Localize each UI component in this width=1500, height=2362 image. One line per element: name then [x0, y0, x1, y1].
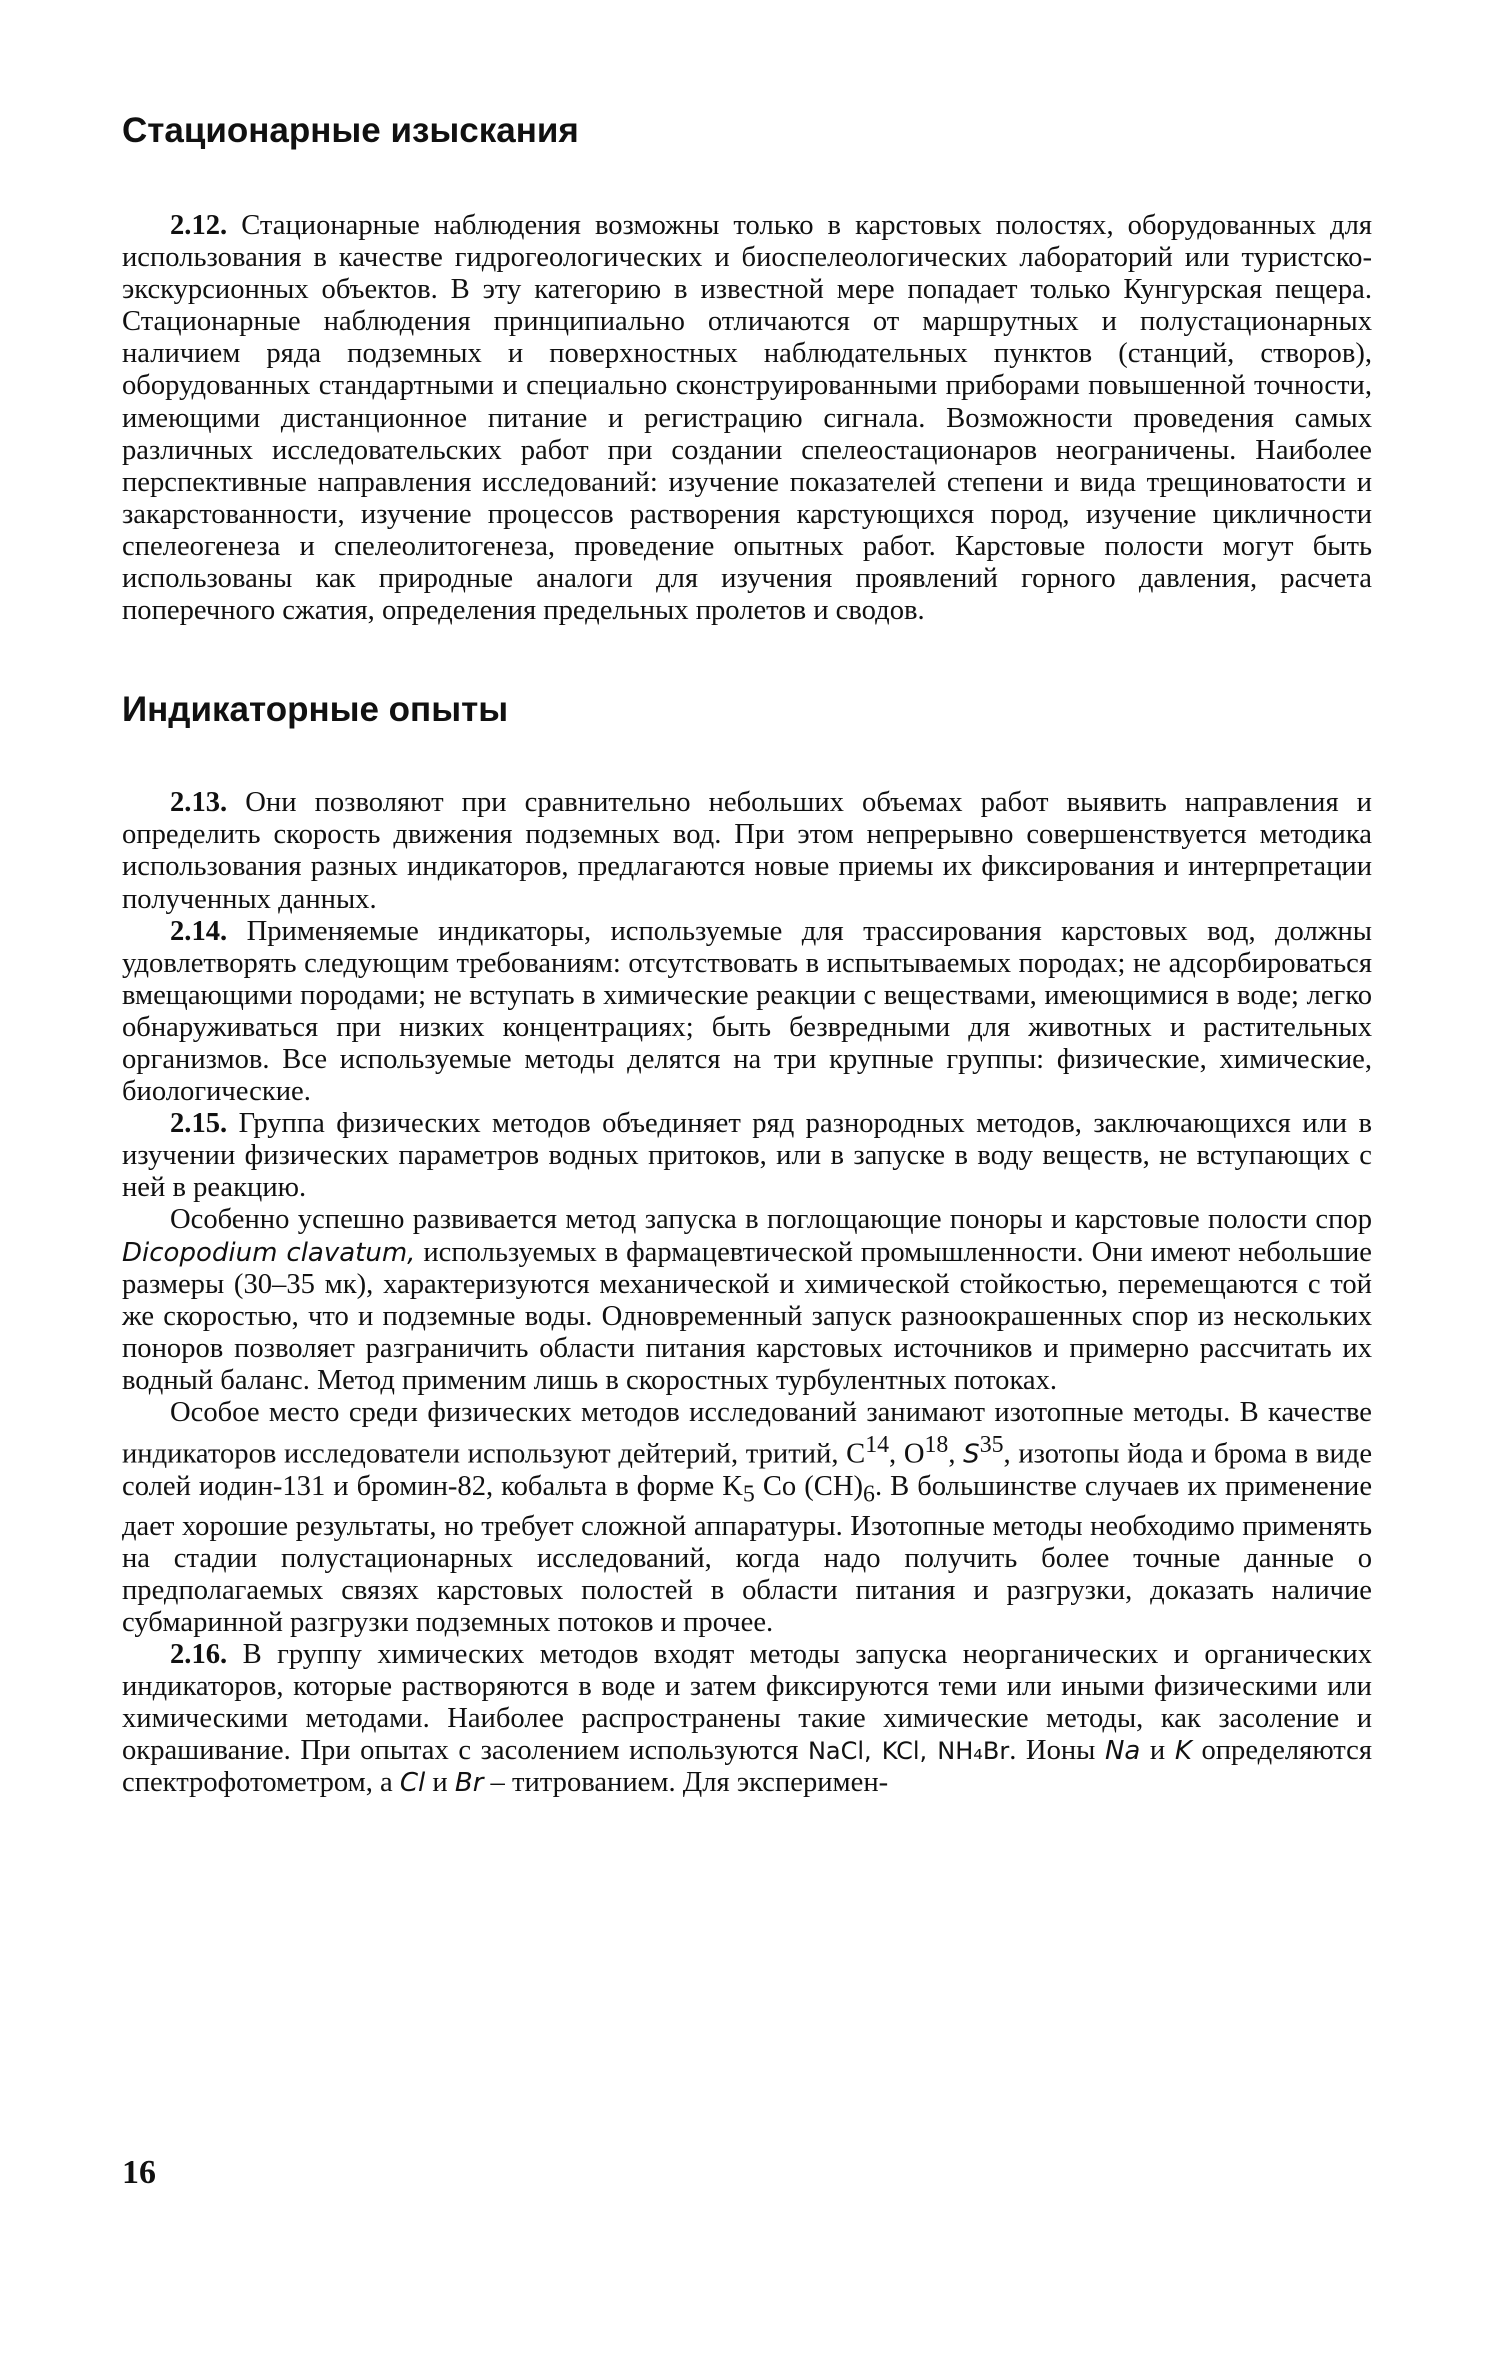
- paragraph-2-12: [122, 210, 1372, 627]
- paragraph-text: , O: [889, 1438, 925, 1470]
- paragraph-2-16: [122, 1639, 1372, 1799]
- paragraph-text: Применяемые индикаторы, используемые для трассирования карстовых вод, должны удовлетворять следующим требованиям: отсутствовать в испытываемых породах; не адсорбироваться вмещающими породами; не вступать в химические реакции с веществами, имеющимися в воде; легко обнаруживаться при низких концентрациях; быть безвредными для животных и растительных организмов. Все используемые методы делятся на три крупные группы: физические, химические, биологические.: [122, 915, 1372, 1108]
- species-name: Dicopodium clavatum,: [122, 1237, 416, 1268]
- isotope-superscript: 35: [979, 1432, 1004, 1459]
- paragraph-text: определяются спектрофотометром, а: [122, 1735, 1372, 1799]
- paragraph-spores: [122, 1204, 1372, 1397]
- paragraph-text: . Ионы: [1009, 1735, 1105, 1767]
- paragraph-text: Группа физических методов объединяет ряд разнородных методов, заключающихся или в изучении физических параметров водных притоков, или в запуске в воду веществ, не вступающих с ней в реакцию.: [122, 1108, 1372, 1204]
- ion-symbol: Na: [1104, 1736, 1141, 1767]
- paragraph-text: Co (CH): [754, 1470, 864, 1502]
- page-number: 16: [122, 2154, 156, 2191]
- ion-symbol: Br: [454, 1768, 484, 1799]
- isotope-superscript: 18: [924, 1432, 949, 1459]
- paragraph-text: и: [1140, 1735, 1175, 1767]
- paragraph-text: . В большинстве случаев их применение дает хорошие результаты, но требует сложной аппаратуры. Изотопные методы необходимо применять на стадии полустационарных исследований, когда надо получить более точные данные о предполагаемых связях карстовых полостей в области питания и разгрузки, доказать наличие субмаринной разгрузки подземных потоков и прочее.: [122, 1470, 1373, 1638]
- paragraph-text: – титрованием. Для эксперимен-: [483, 1767, 889, 1799]
- paragraph-text: ,: [948, 1438, 964, 1470]
- formula-subscript: 5: [742, 1481, 755, 1508]
- paragraph-number: 2.12.: [170, 210, 228, 241]
- paragraph-text: Особое место среди физических методов исследований занимают изотопные методы. В качестве индикаторов исследователи используют дейтерий, тритий, C: [122, 1397, 1372, 1470]
- paragraph-text: и: [425, 1767, 455, 1799]
- paragraph-number: 2.14.: [170, 915, 228, 947]
- paragraph-2-14: [122, 916, 1372, 1109]
- paragraph-text: Стационарные наблюдения возможны только в карстовых полостях, оборудованных для использования в качестве гидрогеологических и биоспелеологических лабораторий или туристско-экскурсионных объектов. В эту категорию в известной мере попадает только Кунгурская пещера. Стационарные наблюдения принципиально отличаются от маршрутных и полустационарных наличием ряда подземных и поверхностных наблюдательных пунктов (станций, створов), оборудованных стандартными и специально сконструированными приборами повышенной точности, имеющими дистанционное питание и регистрацию сигнала. Возможности проведения самых различных исследовательских работ при создании спелеостационаров неограничены. Наиболее перспективные направления исследований: изучение показателей степени и вида трещиноватости и закарстованности, изучение процессов растворения карстующихся пород, изучение цикличности спелеогенеза и спелеолитогенеза, проведение опытных работ. Карстовые полости могут быть использованы как природные аналоги для изучения проявлений горного давления, расчета поперечного сжатия, определения предельных пролетов и сводов.: [122, 210, 1372, 627]
- paragraph-text: , изотопы йода и брома в виде солей иодин-131 и бромин-82, кобальта в форме K: [122, 1438, 1373, 1502]
- section-heading-stationary: Стационарные изыскания: [122, 111, 579, 150]
- sulfur-symbol: S: [963, 1439, 980, 1470]
- page-content: [122, 110, 1372, 1799]
- salt-formulas: NaCl, KCl, NH₄Br: [807, 1737, 1010, 1766]
- paragraph-2-13: [122, 787, 1372, 915]
- isotope-superscript: 14: [865, 1432, 890, 1459]
- formula-subscript: 6: [863, 1481, 875, 1508]
- paragraph-text: используемых в фармацевтической промышленности. Они имеют небольшие размеры (30–35 мк), характеризуются механической и химической стойкостью, перемещаются с той же скоростью, что и подземные воды. Одновременный запуск разноокрашенных спор из нескольких поноров позволяет разграничить области питания карстовых источников и примерно рассчитать их водный баланс. Метод применим лишь в скоростных турбулентных потоках.: [122, 1236, 1372, 1396]
- paragraph-isotopes: [122, 1397, 1372, 1639]
- paragraph-number: 2.15.: [170, 1108, 228, 1140]
- paragraph-text: В группу химических методов входят методы запуска неорганических и органических индикаторов, которые растворяются в воде и затем фиксируются теми или иными физическими или химическими методами. Наиболее распространены такие химические методы, как засоление и окрашивание. При опытах с засолением используются: [122, 1638, 1372, 1767]
- ion-symbol: K: [1174, 1736, 1192, 1767]
- paragraph-text: Особенно успешно развивается метод запуска в поглощающие поноры и карстовые полости спор: [170, 1204, 1372, 1236]
- section-heading-indicator: Индикаторные опыты: [122, 690, 509, 730]
- paragraph-text: Они позволяют при сравнительно небольших объемах работ выявить направления и определить скорость движения подземных вод. При этом непрерывно совершенствуется методика использования разных индикаторов, предлагаются новые приемы их фиксирования и интерпретации полученных данных.: [122, 787, 1372, 915]
- paragraph-2-15: [122, 1108, 1372, 1204]
- paragraph-number: 2.13.: [170, 787, 228, 819]
- ion-symbol: Cl: [399, 1768, 426, 1799]
- paragraph-number: 2.16.: [170, 1638, 228, 1670]
